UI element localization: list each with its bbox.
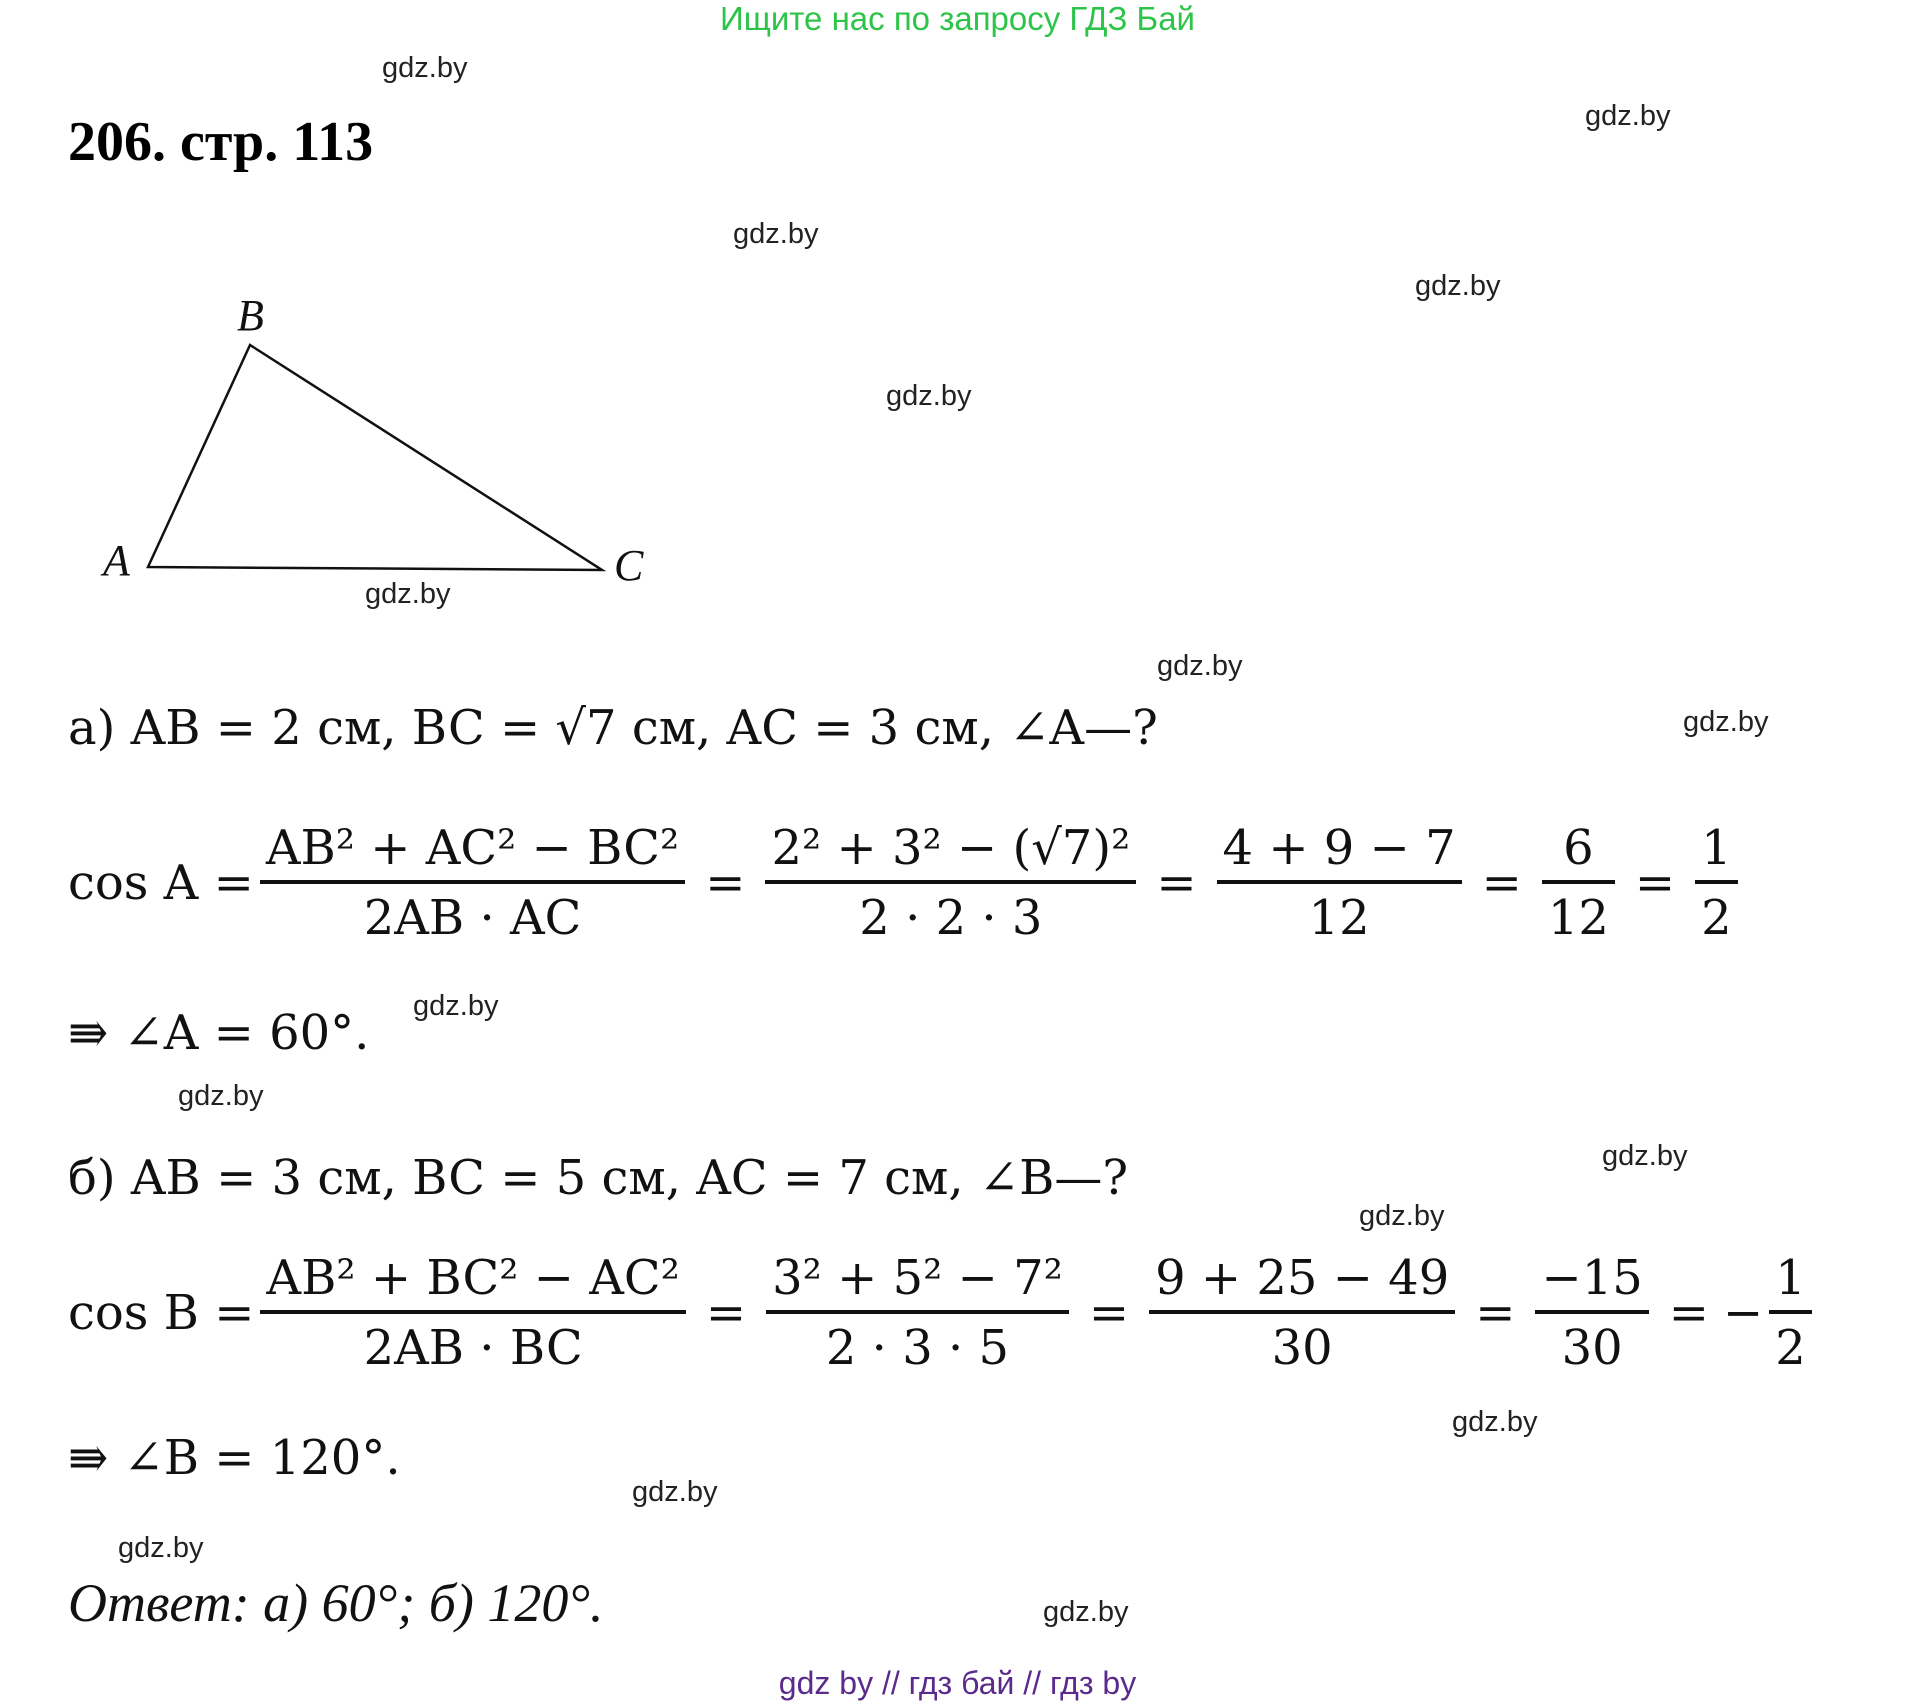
fraction-denominator: 2	[1775, 1320, 1806, 1376]
watermark: gdz.by	[886, 380, 972, 412]
part-b-fraction-2	[766, 1250, 1069, 1376]
search-banner: Ищите нас по запросу ГДЗ Бай	[720, 0, 1195, 37]
part-b-cosine-formula: cos B = $\frac{\text{AB² + BC² − AC²}}{2AB \cdot BC}$ = $\frac{\text{3² + 5² − 7²}}{2 \cdot 3 \cdot 5}$ = $\frac{9 + 25 - 49}{30}$ = $\frac{-15}{30}$ = − $\frac{1}{2}$	[68, 1250, 1818, 1376]
watermark: gdz.by	[1157, 650, 1243, 682]
part-a-fraction-4	[1542, 820, 1615, 946]
fraction-numerator: 6	[1542, 820, 1615, 884]
triangle-figure	[90, 290, 670, 610]
part-a-fraction-5	[1695, 820, 1738, 946]
fraction-denominator: 2AB · BC	[363, 1320, 583, 1376]
fraction-denominator: 12	[1547, 890, 1609, 946]
fraction-numerator: 3² + 5² − 7²	[766, 1250, 1069, 1314]
fraction-denominator: 30	[1561, 1320, 1623, 1376]
watermark: gdz.by	[365, 578, 451, 610]
fraction-denominator: 2AB · AC	[363, 890, 582, 946]
watermark: gdz.by	[178, 1080, 264, 1112]
vertex-a-label: A	[103, 536, 130, 585]
fraction-numerator: 2² + 3² − (√7)²	[765, 820, 1136, 884]
watermark: gdz.by	[118, 1532, 204, 1564]
watermark: gdz.by	[733, 218, 819, 250]
part-a-condition: а) AB = 2 см, BC = √7 см, AC = 3 см, ∠A—?	[68, 700, 1158, 756]
fraction-denominator: 30	[1271, 1320, 1333, 1376]
watermark: gdz.by	[1359, 1200, 1445, 1232]
watermark: gdz.by	[382, 52, 468, 84]
part-a-fraction-2	[765, 820, 1136, 946]
part-a-result: ⇛ ∠A = 60°.	[68, 1005, 370, 1061]
triangle-abc	[148, 345, 602, 570]
exercise-heading: 206. стр. 113	[68, 111, 374, 173]
footer-links: gdz by // гдз бай // гдз by	[778, 1665, 1137, 1701]
fraction-numerator: 1	[1695, 820, 1738, 884]
vertex-b-label: B	[237, 291, 264, 340]
fraction-numerator: 1	[1769, 1250, 1812, 1314]
fraction-numerator: AB² + AC² − BC²	[260, 820, 685, 884]
part-b-lhs: cos B =	[68, 1285, 255, 1341]
watermark: gdz.by	[413, 990, 499, 1022]
part-b-fraction-4	[1535, 1250, 1648, 1376]
part-a-lhs: cos A =	[68, 855, 254, 911]
fraction-numerator: AB² + BC² − AC²	[260, 1250, 685, 1314]
watermark: gdz.by	[1415, 270, 1501, 302]
watermark: gdz.by	[632, 1476, 718, 1508]
watermark: gdz.by	[1452, 1406, 1538, 1438]
part-b-fraction-1	[260, 1250, 685, 1376]
watermark: gdz.by	[1602, 1140, 1688, 1172]
part-a-fraction-1	[260, 820, 685, 946]
part-b-condition: б) AB = 3 см, BC = 5 см, AC = 7 см, ∠B—?	[68, 1150, 1129, 1206]
part-b-fraction-3	[1149, 1250, 1455, 1376]
watermark: gdz.by	[1585, 100, 1671, 132]
fraction-numerator: −15	[1535, 1250, 1648, 1314]
watermark: gdz.by	[1683, 706, 1769, 738]
part-b-result: ⇛ ∠B = 120°.	[68, 1430, 401, 1486]
fraction-denominator: 12	[1308, 890, 1370, 946]
fraction-numerator: 4 + 9 − 7	[1217, 820, 1462, 884]
fraction-denominator: 2 · 3 · 5	[825, 1320, 1010, 1376]
part-b-fraction-5	[1769, 1250, 1812, 1376]
part-a-cosine-formula: cos A = $\frac{\text{AB² + AC² − BC²}}{2AB \cdot AC}$ = $\frac{\text{2² + 3² − (√7)²}}{2 \cdot 2 \cdot 3}$ = $\frac{4 + 9 - 7}{12}$ = $\frac{6}{12}$ = $\frac{1}{2}$	[68, 820, 1744, 946]
fraction-denominator: 2 · 2 · 3	[859, 890, 1043, 946]
part-b-minus-sign: −	[1723, 1285, 1764, 1341]
watermark: gdz.by	[1043, 1596, 1129, 1628]
part-a-fraction-3	[1217, 820, 1462, 946]
vertex-c-label: C	[614, 541, 644, 590]
final-answer: Ответ: а) 60°; б) 120°.	[68, 1573, 604, 1633]
fraction-numerator: 9 + 25 − 49	[1149, 1250, 1455, 1314]
fraction-denominator: 2	[1701, 890, 1732, 946]
